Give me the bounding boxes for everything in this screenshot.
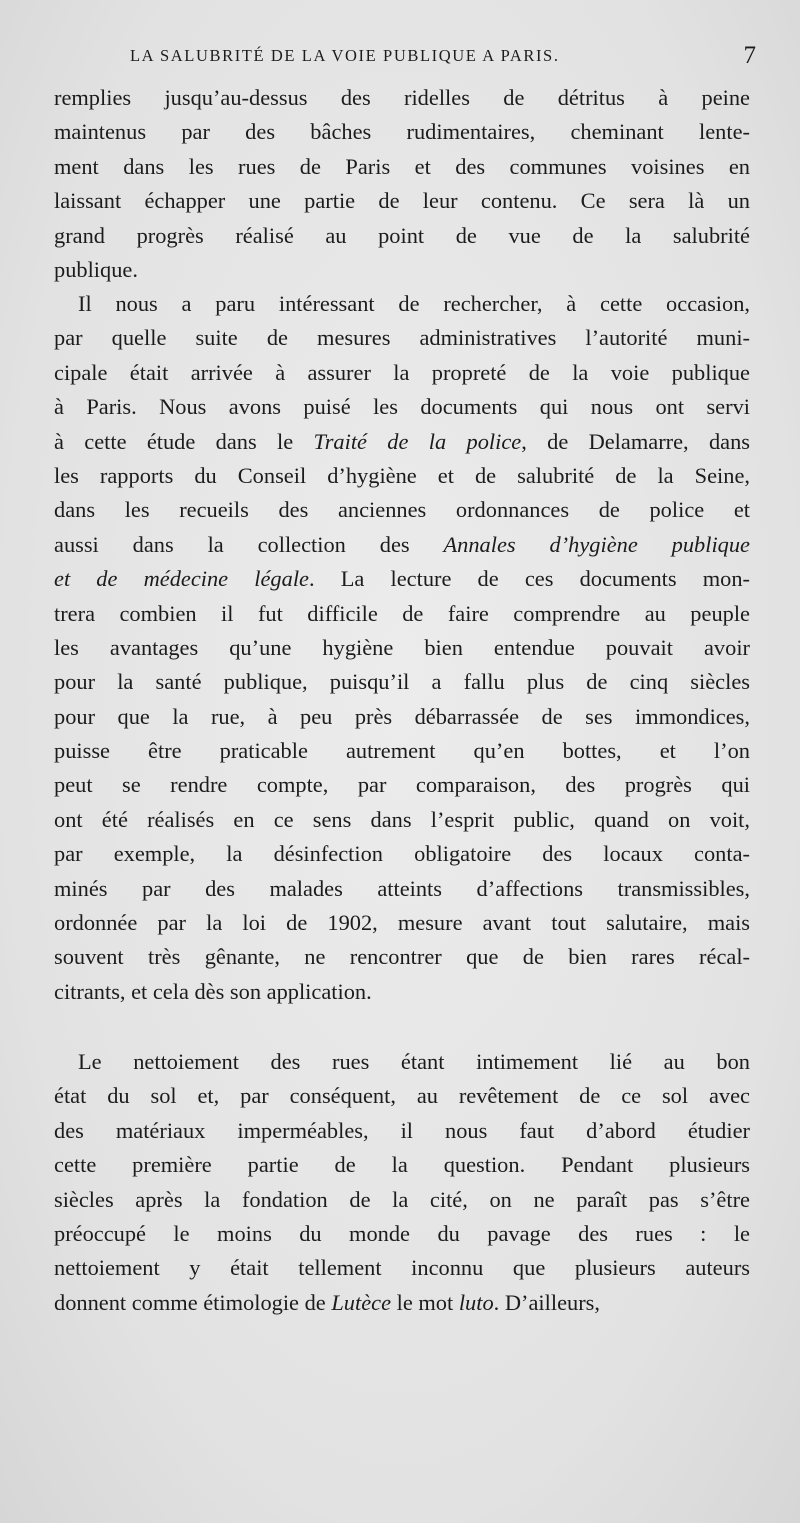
text-line xyxy=(54,597,750,631)
text-line xyxy=(54,528,750,562)
running-title: LA SALUBRITÉ DE LA VOIE PUBLIQUE A PARIS. xyxy=(130,46,560,65)
paragraph-3 xyxy=(54,1045,750,1320)
text-line xyxy=(54,493,750,527)
text-run: des matériaux imperméables, il nous faut d’abord étudier xyxy=(54,1117,750,1143)
text-line xyxy=(54,975,750,1009)
text-run: Le nettoiement des rues étant intimement lié au bon xyxy=(78,1049,750,1074)
text-run: donnent comme étimologie de xyxy=(54,1289,332,1315)
text-line xyxy=(54,390,750,424)
text-line xyxy=(54,768,750,802)
text-line xyxy=(54,459,750,493)
text-run: préoccupé le moins du monde du pavage des rues : le xyxy=(54,1220,750,1246)
text-line xyxy=(54,219,750,253)
text-line xyxy=(54,321,750,355)
text-run: par exemple, la désinfection obligatoire des locaux conta- xyxy=(54,841,750,867)
text-line xyxy=(54,1114,750,1148)
text-line xyxy=(54,562,750,596)
text-run: pour la santé publique, puisqu’il a fallu plus de cinq siècles xyxy=(54,669,750,695)
text-line xyxy=(54,1148,750,1182)
text-run: maintenus par des bâches rudimentaires, cheminant lente- xyxy=(54,119,750,145)
text-line xyxy=(54,253,750,287)
text-line xyxy=(54,665,750,699)
text-line xyxy=(54,1217,750,1251)
text-line xyxy=(54,906,750,940)
text-run: peut se rendre compte, par comparaison, des progrès qui xyxy=(54,772,750,798)
text-line xyxy=(54,734,750,768)
text-run: cette première partie de la question. Pendant plusieurs xyxy=(54,1152,750,1178)
text-line xyxy=(54,1251,750,1285)
italic-title: luto xyxy=(458,1289,494,1315)
text-run: nettoiement y était tellement inconnu que plusieurs auteurs xyxy=(54,1255,750,1281)
text-run: dans les recueils des anciennes ordonnances de police et xyxy=(54,497,750,523)
text-line xyxy=(54,425,750,459)
text-run: les rapports du Conseil d’hygiène et de salubrité de la Seine, xyxy=(54,462,750,488)
text-run: à cette étude dans le xyxy=(54,428,314,454)
text-line xyxy=(54,1183,750,1217)
text-line xyxy=(54,115,750,149)
text-run: remplies jusqu’au-dessus des ridelles de détritus à peine xyxy=(54,85,750,110)
italic-title: Lutèce xyxy=(331,1289,392,1315)
page-number: 7 xyxy=(743,42,756,69)
text-line xyxy=(54,1045,750,1079)
text-run: , de Delamarre, dans xyxy=(521,428,750,454)
text-run: trera combien il fut difficile de faire comprendre au peuple xyxy=(54,600,750,626)
text-line xyxy=(54,631,750,665)
text-run: le mot xyxy=(391,1289,459,1315)
text-line xyxy=(54,837,750,871)
italic-title: et de médecine légale xyxy=(54,566,309,592)
text-run: ont été réalisés en ce sens dans l’esprit public, quand on voit, xyxy=(54,806,750,832)
text-line xyxy=(54,940,750,974)
italic-title: Annales d’hygiène publique xyxy=(443,531,750,557)
text-run: pour que la rue, à peu près débarrassée de ses immondices, xyxy=(54,703,750,729)
text-run: état du sol et, par conséquent, au revêtement de ce sol avec xyxy=(54,1083,750,1109)
text-run: ment dans les rues de Paris et des communes voisines en xyxy=(54,153,750,179)
text-run: laissant échapper une partie de leur contenu. Ce sera là un xyxy=(54,188,750,214)
text-line xyxy=(54,81,750,115)
text-run: ordonnée par la loi de 1902, mesure avant tout salutaire, mais xyxy=(54,910,750,936)
text-line xyxy=(54,356,750,390)
italic-title: Traité de la police xyxy=(313,428,522,454)
text-line xyxy=(54,1079,750,1113)
text-run: grand progrès réalisé au point de vue de la salubrité xyxy=(54,222,750,248)
text-line xyxy=(54,803,750,837)
text-run: publique. xyxy=(54,256,138,282)
text-line xyxy=(54,1286,750,1320)
paragraph-2 xyxy=(54,287,750,1009)
text-line xyxy=(54,150,750,184)
text-run: par quelle suite de mesures administratives l’autorité muni- xyxy=(54,325,750,351)
text-run: . La lecture de ces documents mon- xyxy=(308,566,750,592)
text-run: Il nous a paru intéressant de rechercher, à cette occasion, xyxy=(78,291,750,316)
text-run: . D’ailleurs, xyxy=(493,1289,600,1315)
text-run: puisse être praticable autrement qu’en bottes, et l’on xyxy=(54,738,750,764)
text-run: minés par des malades atteints d’affections transmissibles, xyxy=(54,875,750,901)
text-run: à Paris. Nous avons puisé les documents qui nous ont servi xyxy=(54,394,750,420)
page-header xyxy=(130,40,756,72)
text-run: citrants, et cela dès son application. xyxy=(54,978,372,1004)
paragraph-1 xyxy=(54,81,750,287)
text-line xyxy=(54,700,750,734)
text-run: aussi dans la collection des xyxy=(54,531,444,557)
text-line xyxy=(54,872,750,906)
text-run: siècles après la fondation de la cité, on ne paraît pas s’être xyxy=(54,1186,750,1212)
text-run: les avantages qu’une hygiène bien entendue pouvait avoir xyxy=(54,634,750,660)
text-line xyxy=(54,287,750,321)
text-line xyxy=(54,184,750,218)
text-run: souvent très gênante, ne rencontrer que de bien rares récal- xyxy=(54,944,750,970)
text-run: cipale était arrivée à assurer la propreté de la voie publique xyxy=(54,359,750,385)
